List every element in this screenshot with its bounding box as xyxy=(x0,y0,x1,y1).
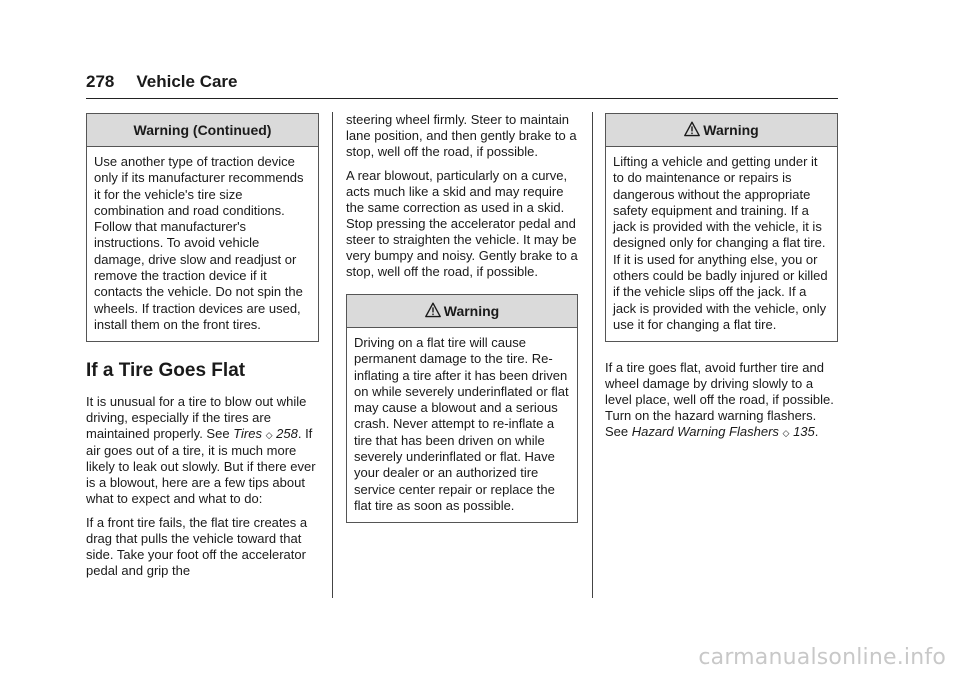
page-ref-arrow-icon: ◇ xyxy=(265,430,273,441)
page-reference[interactable]: 135 xyxy=(793,424,815,440)
header-rule xyxy=(86,98,838,99)
warning-title: Warning (Continued) xyxy=(87,114,318,147)
warning-triangle-icon xyxy=(684,121,700,137)
paragraph: If a tire goes flat, avoid further tire and wheel damage by driving slowly to a level place, well off the road, if possible. Turn on the hazard warning flashers. See Hazard Warning Flashers ◇ 135. xyxy=(605,360,834,440)
warning-box xyxy=(605,113,838,342)
section-heading: If a Tire Goes Flat xyxy=(86,360,246,382)
paragraph: A rear blowout, particularly on a curve, acts much like a skid and may require the same correction as used in a skid. Stop pressing the accelerator pedal and steer to straighten the vehicle. It may be very bumpy and noisy. Gently brake to a stop, well off the road, if possible. xyxy=(346,168,578,279)
paragraph: steering wheel firmly. Steer to maintain lane position, and then gently brake to a stop, well off the road, if possible. xyxy=(346,112,577,159)
cross-reference-link[interactable]: Hazard Warning Flashers xyxy=(631,424,779,440)
page-ref-arrow-icon: ◇ xyxy=(782,428,790,439)
warning-title: Warning xyxy=(703,122,759,138)
page-number: 278 xyxy=(86,72,115,91)
watermark: carmanualsonline.info xyxy=(698,645,946,670)
column-3 xyxy=(605,113,838,449)
warning-title-row xyxy=(347,295,577,328)
page-reference[interactable]: 258 xyxy=(276,426,298,442)
page-header xyxy=(86,72,238,92)
cross-reference-link[interactable]: Tires xyxy=(233,426,262,442)
warning-body: Lifting a vehicle and getting under it to do maintenance or repairs is dangerous without the appropriate safety equipment and training. If a jack is provided with the vehicle, it is designed only for changing a flat tire. If it is used for anything else, you or others could be badly injured or killed if the vehicle slips off the jack. If a jack is provided with the vehicle, only use it for changing a flat tire. xyxy=(613,154,828,332)
warning-body: Driving on a flat tire will cause permanent damage to the tire. Re-inflating a tire after it has been driven on while severely underinflated or flat may cause a blowout and a serious crash. Never attempt to re-inflate a tire that has been driven on while severely underinflated or flat. Have your dealer or an authorized tire service center repair or replace the flat tire as soon as possible. xyxy=(354,335,569,513)
column-1 xyxy=(86,113,319,587)
column-divider-1 xyxy=(332,112,333,598)
column-divider-2 xyxy=(592,112,593,598)
warning-box xyxy=(346,294,578,523)
section-title: Vehicle Care xyxy=(136,72,238,91)
paragraph: If a front tire fails, the flat tire creates a drag that pulls the vehicle toward that side. Take your foot off the accelerator pedal and grip the xyxy=(86,515,308,579)
warning-triangle-icon xyxy=(425,302,441,318)
warning-title-row xyxy=(606,114,837,147)
paragraph: It is unusual for a tire to blow out while driving, especially if the tires are maintained properly. See Tires ◇ 258. If air goes out of a tire, it is much more likely to leak out slowly. But if there ever is a blowout, here are a few tips about what to expect and what to do: xyxy=(86,394,316,507)
warning-box-continued xyxy=(86,113,319,342)
column-2 xyxy=(346,112,578,523)
warning-body: Use another type of traction device only if its manufacturer recommends it for the vehicle's tire size combination and road conditions. Follow that manufacturer's instructions. To avoid vehicle damage, drive slow and readjust or remove the traction device if it contacts the vehicle. Do not spin the wheels. If traction devices are used, install them on the front tires. xyxy=(94,154,304,332)
warning-title: Warning xyxy=(443,303,500,319)
